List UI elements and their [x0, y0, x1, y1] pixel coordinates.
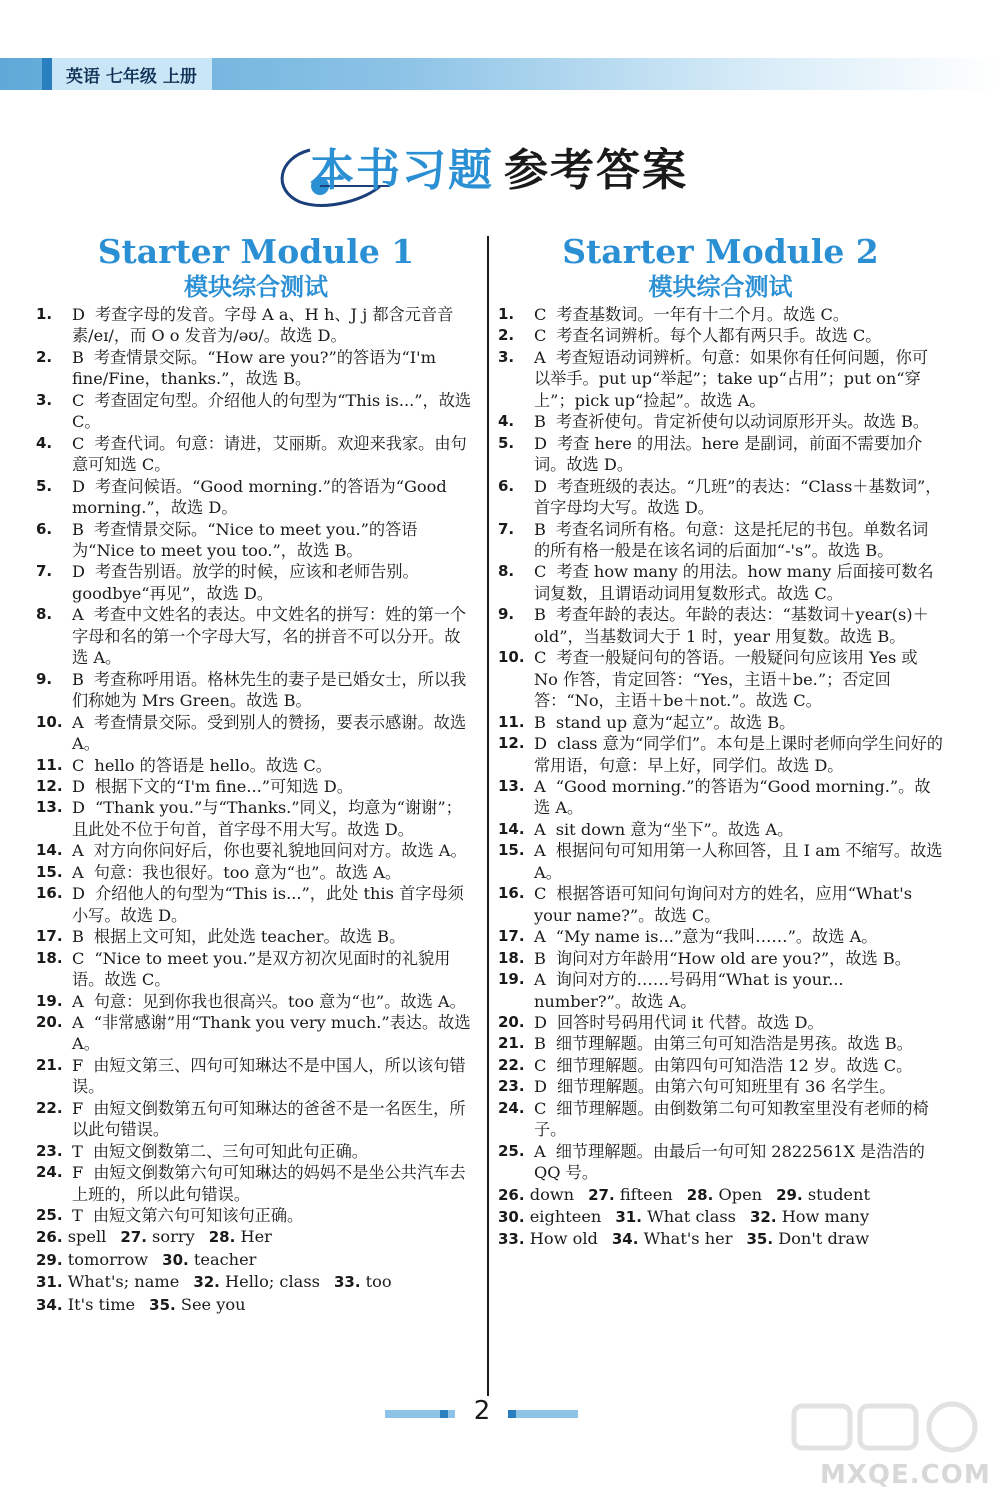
watermark-logo-icon: [790, 1400, 990, 1454]
answer-explanation: 由短文倒数第六句可知琳达的妈妈不是坐公共汽车去上班的，所以此句错误。: [72, 1163, 466, 1204]
answer-item: [498, 1141, 943, 1184]
section-title-right: 模块综合测试: [648, 273, 793, 301]
answer-choice: D: [72, 476, 85, 496]
answer-choice: B: [534, 605, 546, 625]
answer-choice: D: [72, 776, 85, 796]
answer-choice: B: [72, 927, 84, 947]
answer-number: 25.: [498, 1141, 525, 1160]
answer-number: 8.: [36, 605, 53, 624]
answer-number: 18.: [36, 948, 63, 967]
fill-number: 28.: [208, 1228, 236, 1247]
answer-item: [36, 1098, 476, 1141]
fill-number: 27.: [588, 1185, 615, 1204]
fill-number: 29.: [776, 1185, 803, 1204]
answer-choice: B: [534, 519, 546, 539]
answer-number: 21.: [498, 1034, 525, 1053]
fill-number: 32.: [193, 1273, 220, 1292]
answer-number: 13.: [498, 776, 525, 795]
answer-number: 7.: [498, 519, 515, 538]
fill-answer: spell: [62, 1227, 107, 1247]
fill-number: 33.: [498, 1230, 525, 1249]
answer-explanation: 考查中文姓名的表达。中文姓名的拼写：姓的第一个字母和名的第一个字母大写，名的拼音不可以分开。故选 A。: [72, 605, 467, 668]
answer-explanation: 考查问候语。“Good morning.”的答语为“Good morning.”，故选 D。: [72, 476, 447, 518]
fill-answer: How old: [524, 1229, 598, 1249]
answer-number: 4.: [498, 412, 515, 431]
answer-item: [36, 519, 476, 562]
answer-choice: A: [72, 862, 84, 882]
answer-explanation: sit down 意为“坐下”。故选 A。: [555, 819, 794, 839]
answer-explanation: 考查短语动词辨析。句意：如果你有任何问题，你可以举手。put up“举起”；take up“占用”；put on“穿上”；pick up“捡起”。故选 A。: [534, 347, 929, 410]
answer-choice: C: [534, 305, 547, 324]
answer-choice: C: [534, 562, 547, 582]
answer-choice: D: [534, 433, 547, 453]
answer-item: [36, 1055, 476, 1098]
answer-number: 5.: [36, 476, 53, 495]
title-part-1: 本书习题: [310, 145, 494, 196]
fill-answer: How many: [776, 1207, 870, 1227]
answer-item: [498, 476, 943, 519]
answer-explanation: 由短文第三、四句可知琳达不是中国人，所以该句错误。: [72, 1055, 466, 1097]
fill-answer-row: [36, 1294, 476, 1316]
answer-item: [36, 862, 476, 883]
answer-choice: B: [72, 519, 84, 539]
fill-number: 31.: [615, 1208, 642, 1227]
answer-explanation: 考查告别语。放学的时候，应该和老师告别。goodbye“再见”，故选 D。: [72, 562, 419, 603]
fill-number: 30.: [498, 1208, 525, 1227]
answer-item: [36, 433, 476, 476]
answer-explanation: 回答时号码用代词 it 代替。故选 D。: [556, 1012, 824, 1032]
answer-choice: B: [534, 412, 546, 432]
answer-choice: B: [72, 347, 84, 367]
answer-item: [36, 991, 476, 1012]
answer-item: [36, 883, 476, 926]
answer-item: [498, 1012, 943, 1033]
answer-number: 4.: [36, 433, 53, 452]
answer-explanation: 考查 here 的用法。here 是副词，前面不需要加介词。故选 D。: [534, 433, 923, 475]
answer-choice: C: [534, 326, 547, 346]
answer-explanation: 细节理解题。由第三句可知浩浩是男孩。故选 B。: [555, 1034, 913, 1054]
answer-number: 15.: [498, 841, 525, 860]
answer-item: [36, 1012, 476, 1055]
answer-choice: D: [72, 798, 85, 818]
fill-answer: Open: [713, 1184, 763, 1204]
answer-item: [498, 519, 943, 562]
answer-number: 25.: [36, 1206, 63, 1225]
fill-answer: tomorrow: [62, 1249, 149, 1269]
watermark-url: MXQE.COM: [820, 1460, 991, 1490]
answer-explanation: 根据答语可知问句询问对方的姓名，应用“What's your name?”。故选 C。: [534, 884, 913, 925]
answer-explanation: “Good morning.”的答语为“Good morning.”。故选 A。: [534, 776, 931, 818]
answer-explanation: 由短文倒数第五句可知琳达的爸爸不是一名医生，所以此句错误。: [72, 1098, 466, 1140]
answer-explanation: 考查一般疑问句的答语。一般疑问句应该用 Yes 或 No 作答，肯定回答：“Yes，主语＋be.”；否定回答：“No，主语＋be＋not.”。故选 C。: [534, 648, 918, 711]
answer-explanation: 根据问句可知用第一人称回答，且 I am 不缩写。故选 A。: [534, 841, 943, 882]
fill-number: 34.: [611, 1230, 639, 1249]
answer-number: 16.: [36, 884, 63, 903]
answer-explanation: 句意：见到你我也很高兴。too 意为“也”。故选 A。: [93, 991, 466, 1011]
answer-explanation: 根据上文可知，此处选 teacher。故选 B。: [93, 927, 406, 947]
answer-number: 24.: [36, 1163, 63, 1182]
column-divider: [487, 236, 489, 1396]
answer-number: 5.: [498, 433, 515, 452]
fill-answer-row: [36, 1226, 476, 1248]
title-part-2: 参考答案: [504, 145, 688, 196]
answer-number: 14.: [498, 819, 525, 838]
answer-number: 1.: [36, 305, 53, 323]
answer-item: [498, 433, 943, 476]
answer-explanation: 考查情景交际。受到别人的赞扬，要表示感谢。故选 A。: [72, 712, 467, 754]
answer-choice: D: [72, 305, 85, 324]
answer-item: [36, 1141, 476, 1162]
fill-answer: Hello; class: [219, 1272, 320, 1292]
answer-choice: C: [534, 884, 547, 904]
page-number: 2: [473, 1396, 491, 1426]
fill-number: 35.: [746, 1230, 774, 1249]
fill-answer: eighteen: [524, 1207, 602, 1227]
answer-item: [498, 1098, 943, 1141]
answer-number: 8.: [498, 562, 515, 581]
answer-item: [498, 926, 943, 947]
answer-item: [36, 948, 476, 991]
book-label: 英语 七年级 上册: [66, 66, 197, 87]
fill-answer-row: [498, 1228, 943, 1250]
fill-number: 28.: [686, 1185, 714, 1204]
fill-number: 26.: [36, 1228, 63, 1247]
answer-explanation: 考查字母的发音。字母 A a、H h、J j 都含元音音素/eɪ/，而 O o 发音为/əʊ/。故选 D。: [72, 305, 454, 346]
answer-choice: A: [534, 841, 546, 861]
fill-answer-row: [36, 1271, 476, 1293]
answer-choice: A: [72, 1012, 84, 1032]
answer-item: [36, 561, 476, 604]
answer-item: [36, 797, 476, 840]
answer-number: 21.: [36, 1055, 63, 1074]
fill-number: 35.: [149, 1295, 176, 1314]
answer-item: [498, 411, 943, 432]
answer-explanation: “非常感谢”用“Thank you very much.”表达。故选 A。: [72, 1012, 471, 1054]
fill-number: 33.: [333, 1273, 361, 1292]
answer-number: 7.: [36, 562, 53, 581]
answer-number: 19.: [36, 991, 63, 1010]
fill-answer: What's her: [638, 1229, 733, 1249]
answer-item: [498, 1033, 943, 1054]
left-column: [36, 232, 476, 1316]
answer-choice: B: [72, 669, 84, 689]
answer-choice: T: [72, 1206, 83, 1226]
answer-choice: T: [72, 1141, 83, 1161]
fill-answer: What's; name: [62, 1272, 180, 1292]
answer-choice: C: [72, 755, 85, 775]
answer-explanation: class 意为“同学们”。本句是上课时老师向学生问好的常用语，句意：早上好，同学们。故选 D。: [534, 734, 943, 775]
answer-choice: D: [534, 476, 547, 496]
fill-number: 32.: [749, 1208, 777, 1227]
answer-choice: A: [534, 776, 546, 796]
answer-choice: F: [72, 1098, 84, 1118]
answer-explanation: “My name is...”意为“我叫……”。故选 A。: [555, 927, 878, 947]
answer-item: [498, 948, 943, 969]
answer-explanation: 句意：我也很好。too 意为“也”。故选 A。: [93, 862, 402, 882]
answer-number: 18.: [498, 948, 525, 967]
answer-choice: A: [534, 970, 546, 990]
answer-explanation: “Thank you.”与“Thanks.”同义，均意为“谢谢”；且此处不位于句首，首字母不用大写。故选 D。: [72, 798, 462, 839]
answer-item: [36, 347, 476, 390]
answer-number: 9.: [498, 605, 515, 624]
answer-number: 20.: [498, 1012, 525, 1031]
answer-choice: F: [72, 1055, 84, 1075]
answer-choice: F: [72, 1163, 84, 1183]
answer-explanation: hello 的答语是 hello。故选 C。: [94, 755, 332, 775]
fill-answer-row: [36, 1249, 476, 1271]
answer-item: [498, 969, 943, 1012]
answer-number: 2.: [36, 347, 53, 366]
answer-number: 12.: [36, 776, 63, 795]
answer-explanation: 对方向你问好后，你也要礼貌地回问对方。故选 A。: [93, 841, 467, 861]
answer-item: [36, 390, 476, 433]
section-title-left: 模块综合测试: [184, 273, 328, 301]
answer-number: 22.: [498, 1055, 525, 1074]
answer-number: 11.: [36, 755, 63, 774]
answer-item: [498, 776, 943, 819]
answer-item: [498, 304, 943, 325]
answer-number: 3.: [498, 347, 515, 366]
answer-item: [498, 347, 943, 411]
answer-item: [498, 840, 943, 883]
answer-explanation: 询问对方的……号码用“What is your... number?”。故选 A。: [534, 970, 844, 1011]
answer-item: [498, 604, 943, 647]
answer-item: [36, 476, 476, 519]
header-tab: [42, 58, 212, 90]
answer-explanation: 细节理解题。由最后一句可知 2822561X 是浩浩的 QQ 号。: [534, 1141, 925, 1183]
answer-item: [36, 669, 476, 712]
right-column: [498, 232, 943, 1251]
fill-answer-row: [498, 1184, 943, 1206]
answer-number: 10.: [498, 648, 525, 667]
answer-choice: D: [72, 884, 85, 904]
module-title-left: Starter Module 1: [97, 232, 415, 271]
answer-number: 17.: [36, 927, 63, 946]
answer-explanation: 介绍他人的句型为“This is...”，此处 this 首字母须小写。故选 D。: [72, 884, 464, 925]
answer-item: [36, 1162, 476, 1205]
answer-choice: B: [534, 712, 546, 732]
answer-number: 1.: [498, 305, 515, 323]
fill-answer-row: [498, 1206, 943, 1228]
answer-choice: C: [72, 433, 85, 453]
answer-item: [498, 712, 943, 733]
answer-number: 16.: [498, 884, 525, 903]
answer-explanation: 考查班级的表达。“几班”的表达：“Class＋基数词”，首字母均大写。故选 D。: [534, 476, 942, 518]
answer-explanation: 由短文第六句可知该句正确。: [92, 1206, 304, 1226]
answer-choice: C: [534, 648, 547, 668]
answer-item: [36, 712, 476, 755]
answer-choice: C: [72, 948, 85, 968]
answer-choice: A: [534, 1141, 546, 1161]
answer-number: 14.: [36, 841, 63, 860]
fill-number: 29.: [36, 1250, 63, 1269]
fill-number: 26.: [498, 1185, 525, 1204]
answer-number: 23.: [36, 1141, 63, 1160]
answer-choice: D: [72, 562, 85, 582]
answer-explanation: 询问对方年龄用“How old are you?”，故选 B。: [555, 948, 911, 968]
fill-number: 34.: [36, 1295, 63, 1314]
answer-choice: A: [72, 991, 84, 1011]
answer-explanation: 细节理解题。由倒数第二句可知教室里没有老师的椅子。: [534, 1098, 929, 1140]
fill-number: 31.: [36, 1273, 63, 1292]
answer-explanation: 由短文倒数第二、三句可知此句正确。: [92, 1141, 368, 1161]
answer-item: [36, 840, 476, 861]
page-title: [270, 128, 740, 213]
answer-explanation: stand up 意为“起立”。故选 B。: [555, 712, 796, 732]
answer-explanation: 考查名词辨析。每个人都有两只手。故选 C。: [556, 326, 882, 346]
answer-list-right: [498, 304, 943, 1251]
answer-explanation: 考查固定句型。介绍他人的句型为“This is...”，故选 C。: [72, 390, 472, 432]
answer-item: [498, 819, 943, 840]
answer-choice: A: [534, 347, 546, 367]
fill-answer: sorry: [146, 1227, 195, 1247]
fill-answer: It's time: [62, 1294, 136, 1314]
answer-number: 23.: [498, 1077, 525, 1096]
answer-choice: A: [72, 605, 84, 625]
fill-answer: Don't draw: [773, 1229, 870, 1249]
answer-choice: C: [534, 1055, 547, 1075]
answer-choice: A: [72, 841, 84, 861]
fill-answer: Her: [235, 1227, 272, 1247]
answer-explanation: 考查祈使句。肯定祈使句以动词原形开头。故选 B。: [555, 412, 930, 432]
answer-number: 20.: [36, 1012, 63, 1031]
answer-number: 10.: [36, 712, 63, 731]
answer-choice: D: [534, 1012, 547, 1032]
answer-explanation: 考查名词所有格。句意：这是托尼的书包。单数名词的所有格一般是在该名词的后面加“-'s”。故选 B。: [534, 519, 929, 560]
answer-item: [36, 604, 476, 668]
answer-explanation: 根据下文的“I'm fine...”可知选 D。: [94, 776, 353, 796]
answer-item: [498, 325, 943, 346]
answer-number: 22.: [36, 1098, 63, 1117]
answer-choice: D: [534, 1077, 547, 1097]
answer-item: [498, 883, 943, 926]
answer-choice: A: [534, 927, 546, 947]
answer-item: [498, 561, 943, 604]
answer-explanation: 考查情景交际。“Nice to meet you.”的答语为“Nice to meet you too.”，故选 B。: [72, 519, 418, 560]
answer-item: [36, 926, 476, 947]
fill-answer: down: [524, 1184, 575, 1204]
answer-explanation: 考查年龄的表达。年龄的表达：“基数词＋year(s)＋old”，当基数词大于 1 时，year 用复数。故选 B。: [534, 605, 929, 646]
answer-choice: C: [534, 1098, 547, 1118]
fill-number: 30.: [162, 1250, 189, 1269]
answer-explanation: “Nice to meet you.”是双方初次见面时的礼貌用语。故选 C。: [72, 948, 451, 990]
answer-number: 6.: [36, 519, 53, 538]
answer-number: 19.: [498, 970, 525, 989]
answer-number: 9.: [36, 669, 53, 688]
fill-answer: See you: [175, 1294, 246, 1314]
answer-item: [36, 1205, 476, 1226]
answer-item: [36, 304, 476, 347]
answer-explanation: 考查称呼用语。格林先生的妻子是已婚女士，所以我们称她为 Mrs Green。故选 B。: [72, 669, 467, 711]
answer-explanation: 考查情景交际。“How are you?”的答语为“I'm fine/Fine，thanks.”，故选 B。: [72, 347, 436, 389]
fill-number: 27.: [120, 1228, 147, 1247]
answer-choice: B: [534, 948, 546, 968]
answer-choice: B: [534, 1034, 546, 1054]
answer-item: [36, 755, 476, 776]
answer-number: 2.: [498, 326, 515, 345]
answer-item: [498, 1055, 943, 1076]
answer-item: [36, 776, 476, 797]
answer-number: 3.: [36, 390, 53, 409]
answer-choice: C: [72, 390, 85, 410]
answer-list-left: [36, 304, 476, 1316]
answer-item: [498, 647, 943, 711]
answer-explanation: 考查基数词。一年有十二个月。故选 C。: [556, 305, 850, 324]
answer-choice: A: [72, 712, 84, 732]
answer-explanation: 考查代词。句意：请进，艾丽斯。欢迎来我家。由句意可知选 C。: [72, 433, 467, 475]
answer-number: 13.: [36, 798, 63, 817]
answer-number: 15.: [36, 862, 63, 881]
fill-answer: student: [802, 1184, 870, 1204]
answer-choice: D: [534, 734, 547, 754]
answer-explanation: 细节理解题。由第六句可知班里有 36 名学生。: [556, 1077, 896, 1097]
answer-number: 12.: [498, 734, 525, 753]
fill-answer: too: [360, 1272, 392, 1292]
answer-explanation: 细节理解题。由第四句可知浩浩 12 岁。故选 C。: [556, 1055, 913, 1075]
answer-number: 6.: [498, 476, 515, 495]
answer-choice: A: [534, 819, 546, 839]
answer-explanation: 考查 how many 的用法。how many 后面接可数名词复数，且谓语动词用复数形式。故选 C。: [534, 562, 934, 603]
answer-item: [498, 1076, 943, 1097]
fill-answer: teacher: [188, 1249, 257, 1269]
answer-number: 17.: [498, 927, 525, 946]
module-title-right: Starter Module 2: [562, 232, 879, 271]
answer-number: 24.: [498, 1098, 525, 1117]
fill-answer: What class: [641, 1207, 736, 1227]
fill-answer: fifteen: [614, 1184, 673, 1204]
answer-number: 11.: [498, 712, 525, 731]
answer-item: [498, 733, 943, 776]
